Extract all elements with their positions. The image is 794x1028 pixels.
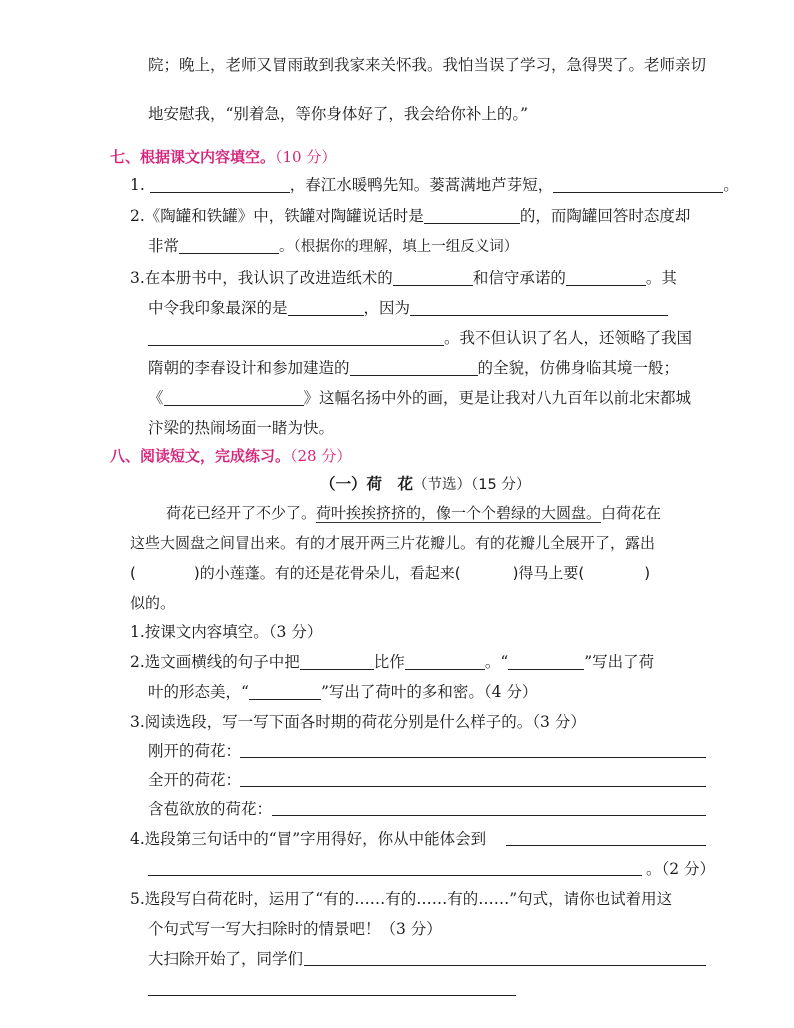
s7-q3-text-g: 隋朝的李春设计和参加建造的 (148, 359, 350, 377)
s8-q3: 3.阅读选段，写一写下面各时期的荷花分别是什么样子的。（3 分） (130, 713, 586, 731)
s8-q1: 1.按课文内容填空。（3 分） (130, 623, 323, 641)
s7-q1-end: 。 (723, 176, 739, 194)
s8-q2-blank-4[interactable] (249, 683, 321, 700)
s7-q2-blank-2[interactable] (179, 237, 279, 254)
s7-q1-number: 1. (130, 176, 145, 194)
passage-text-3b: )的小莲蓬。有的还是花骨朵儿，看起来( (193, 564, 461, 582)
section-7-heading (110, 147, 336, 167)
s7-q3-line-4 (148, 358, 679, 378)
s8-q5-answer-line-2[interactable] (148, 995, 516, 996)
s8-q2-blank-1[interactable] (300, 653, 374, 670)
intro-line-2: 地安慰我，“别着急，等你身体好了，我会给你补上的。” (148, 105, 529, 123)
passage-text-3c: )得马上要( (512, 564, 585, 582)
s7-q3-line-2 (148, 298, 668, 318)
s7-q1-blank-1[interactable] (150, 176, 290, 193)
passage-note: （节选）（15 分） (413, 477, 531, 493)
passage-paren-close-3: ) (644, 564, 651, 582)
s8-q2-text-e: 叶的形态美，“ (148, 683, 249, 701)
s7-q3-blank-1[interactable] (393, 269, 473, 286)
s7-q3-text-e: ，因为 (363, 299, 411, 317)
s7-q3-number: 3. (130, 269, 145, 287)
s7-q3-line-1 (130, 268, 677, 288)
s7-q2-text-b: 的，而陶罐回答时态度却 (519, 207, 691, 225)
s8-q5-answer-line-1[interactable] (304, 965, 706, 966)
s7-q2-line-1 (130, 206, 690, 226)
s7-q3-line-3 (148, 328, 692, 348)
s7-q3-text-a: 在本册书中，我认识了改进造纸术的 (144, 269, 393, 287)
s7-q3-blank-6[interactable] (350, 359, 478, 376)
s7-q3-text-d: 中令我印象最深的是 (148, 299, 288, 317)
s7-q3-text-i: 《 (148, 389, 164, 407)
s7-q1-text: ，春江水暖鸭先知。蒌蒿满地芦芽短， (289, 176, 554, 194)
s8-q2-text-b: 比作 (373, 653, 405, 671)
s8-q3-c-label: 含苞欲放的荷花： (148, 800, 273, 818)
s7-q2-text-c: 非常 (148, 237, 180, 255)
s8-q2-text-a: 2.选文画横线的句子中把 (130, 653, 300, 671)
s7-q3-text-b: 和信守承诺的 (472, 269, 566, 287)
s8-q2-line-1 (130, 652, 654, 672)
passage-text-1a: 荷花已经开了不少了。 (166, 504, 317, 522)
passage-heading (320, 474, 530, 494)
s7-q3-text-h: 的全貌，仿佛身临其境一般； (477, 359, 680, 377)
s7-q3-blank-4[interactable] (410, 299, 668, 316)
passage-underlined-sentence: 荷叶挨挨挤挤的，像一个个碧绿的大圆盘。 (316, 504, 602, 522)
section-7-title: 七、根据课文内容填空。 (110, 148, 276, 166)
section-8-heading (110, 446, 351, 466)
s8-q3-b-label: 全开的荷花： (148, 771, 242, 789)
section-8-title: 八、阅读短文，完成练习。 (110, 447, 291, 465)
s8-q3-b-answer-line[interactable] (240, 786, 706, 787)
s7-q2-line-2 (148, 236, 518, 256)
section-8-points: （28 分） (290, 447, 352, 465)
s7-q3-line-6: 汴梁的热闹场面一睹为快。 (148, 419, 335, 437)
s7-q3-line-5 (148, 388, 691, 408)
s7-q3-text-f: 。我不但认识了名人，还领略了我国 (444, 329, 693, 347)
s8-q5-line-3: 大扫除开始了，同学们 (148, 950, 304, 968)
passage-line-4: 似的。 (130, 594, 176, 612)
s8-q4-answer-line-1[interactable] (506, 845, 706, 846)
s8-q2-blank-2[interactable] (405, 653, 485, 670)
s7-q1-blank-2[interactable] (553, 176, 723, 193)
s8-q2-text-d: ”写出了荷 (584, 653, 655, 671)
s7-q3-text-j: 》这幅名扬中外的画，更是让我对八九百年以前北宋都城 (303, 389, 692, 407)
passage-text-1b: 白荷花在 (601, 504, 662, 522)
section-7-points: （10 分） (275, 148, 337, 166)
passage-line-3 (130, 563, 650, 583)
s7-q2-blank-1[interactable] (424, 207, 520, 224)
s7-q3-blank-7[interactable] (164, 389, 304, 406)
s7-q3-blank-5[interactable] (148, 329, 444, 346)
passage-paren-open-1: ( (130, 564, 136, 582)
s8-q2-text-f: ”写出了荷叶的多和密。（4 分） (320, 683, 538, 701)
s7-q3-text-c: 。其 (645, 269, 677, 287)
s8-q4-answer-line-2[interactable] (148, 875, 642, 876)
s7-q2-text-d: 。（根据你的理解，填上一组反义词） (279, 239, 519, 255)
s8-q4-text: 4.选段第三句话中的“冒”字用得好，你从中能体会到 (130, 830, 487, 848)
s8-q2-blank-3[interactable] (508, 653, 584, 670)
s7-q2-text-a: 《陶罐和铁罐》中，铁罐对陶罐说话时是 (144, 207, 424, 225)
s8-q5-line-1: 5.选段写白荷花时，运用了“有的……有的……有的……”句式，请你也试着用这 (130, 890, 673, 908)
s8-q2-text-c: 。“ (484, 653, 509, 671)
s8-q3-a-answer-line[interactable] (240, 757, 706, 758)
s8-q5-line-2: 个句式写一写大扫除时的情景吧！（3 分） (148, 920, 442, 938)
intro-line-1: 院；晚上，老师又冒雨敢到我家来关怀我。我怕当误了学习，急得哭了。老师亲切 (148, 56, 707, 74)
passage-title: （一）荷 花 (320, 475, 414, 493)
s8-q2-line-2 (148, 682, 537, 702)
s7-q3-blank-3[interactable] (288, 299, 364, 316)
s7-q1 (130, 175, 739, 195)
s8-q3-a-label: 刚开的荷花： (148, 742, 242, 760)
passage-line-2: 这些大圆盘之间冒出来。有的才展开两三片花瓣儿。有的花瓣儿全展开了，露出 (130, 534, 656, 552)
s8-q3-c-answer-line[interactable] (272, 815, 706, 816)
s7-q2-number: 2. (130, 207, 145, 225)
s7-q3-blank-2[interactable] (566, 269, 646, 286)
passage-line-1 (166, 503, 661, 523)
s8-q4-end: 。（2 分） (646, 860, 716, 878)
